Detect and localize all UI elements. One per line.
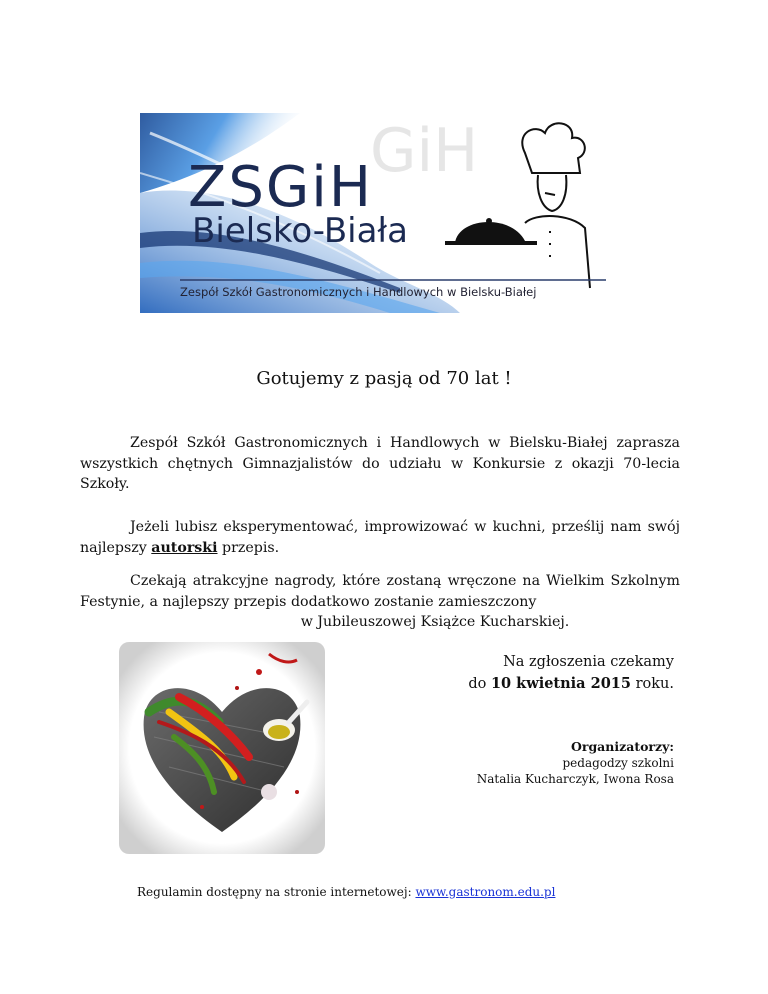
- deadline-line2: [468, 673, 674, 695]
- logo-title: ZSGiH: [188, 155, 373, 220]
- recipe-emphasis: autorski: [151, 539, 218, 556]
- intro-paragraph: [80, 433, 680, 495]
- recipe-text-before: Jeżeli lubisz eksperymentować, improwizować w kuchni, prześlij nam swój najlepszy: [80, 519, 680, 556]
- website-link[interactable]: www.gastronom.edu.pl: [415, 885, 556, 899]
- logo-subtitle: Zespół Szkół Gastronomicznych i Handlowych w Bielsku-Białej: [180, 285, 537, 299]
- organizers-block: [477, 739, 674, 787]
- deadline-date: 10 kwietnia 2015: [490, 675, 631, 692]
- svg-text:GiH: GiH: [370, 116, 479, 186]
- organizers-role: pedagodzy szkolni: [562, 756, 674, 770]
- prizes-text: Czekają atrakcyjne nagrody, które zostaną wręczone na Wielkim Szkolnym Festynie, a najlepszy przepis dodatkowo zostanie zamieszczony: [80, 573, 680, 610]
- deadline-block: [468, 651, 674, 695]
- organizers-names: Natalia Kucharczyk, Iwona Rosa: [476, 772, 674, 786]
- deadline-suffix: roku.: [630, 676, 674, 692]
- logo-city: Bielsko-Biała: [192, 211, 408, 251]
- food-photo: [119, 642, 325, 854]
- footer-text: Regulamin dostępny na stronie internetowej:: [137, 885, 416, 899]
- prizes-paragraph: [80, 571, 680, 633]
- headline: Gotujemy z pasją od 70 lat !: [256, 368, 512, 389]
- recipe-text-after: przepis.: [217, 539, 280, 556]
- deadline-line1: Na zgłoszenia czekamy: [503, 654, 674, 670]
- footer-note: [137, 885, 555, 899]
- organizers-heading: Organizatorzy:: [570, 739, 674, 754]
- recipe-paragraph: [80, 517, 680, 558]
- deadline-prefix: do: [468, 676, 491, 692]
- intro-text: Zespół Szkół Gastronomicznych i Handlowych w Bielsku-Białej zaprasza wszystkich chętnych Gimnazjalistów do udziału w Konkursie z okazji 70-lecia Szkoły.: [80, 435, 680, 492]
- prizes-last-line: w Jubileuszowej Książce Kucharskiej.: [300, 614, 570, 630]
- school-logo: [140, 113, 606, 313]
